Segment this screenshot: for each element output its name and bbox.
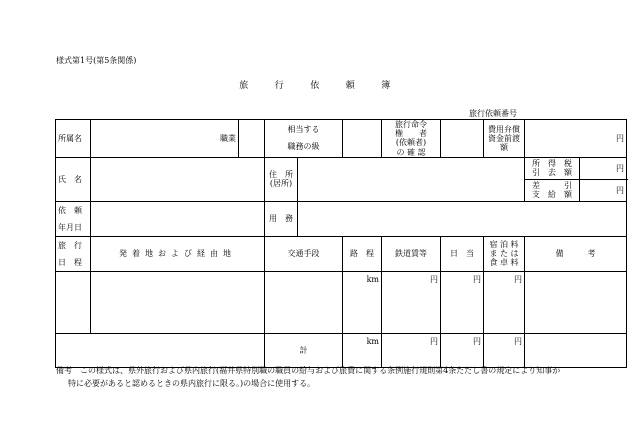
confirmation-field[interactable] <box>441 120 484 158</box>
total-rail-fare-field[interactable]: 円 <box>382 333 441 367</box>
footnote <box>56 364 576 390</box>
name-label: 氏 名 <box>56 157 91 201</box>
travel-schedule-label: 旅 行 日 程 <box>56 236 91 271</box>
document-title <box>0 82 630 91</box>
lodging-header: 宿 泊 料 ま た は 食 卓 料 <box>484 236 525 271</box>
net-payment-field[interactable]: 円 <box>580 179 627 201</box>
order-confirmation-label: 旅行命令 権 者 (依頼者) の 確 認 <box>382 120 441 158</box>
route-field[interactable] <box>91 271 265 333</box>
advance-amount-label: 費用弁償 資金前渡額 <box>484 120 525 158</box>
income-tax-label: 所 得 税 引 去 額 <box>525 157 580 179</box>
route-header: 発着地および経由地 <box>91 236 265 271</box>
request-date-field[interactable] <box>91 201 265 236</box>
title-char: 行 <box>274 81 285 91</box>
total-distance-field[interactable]: km <box>343 333 382 367</box>
remarks-field[interactable] <box>525 271 627 333</box>
duty-field[interactable] <box>298 201 627 236</box>
transport-field[interactable] <box>265 271 343 333</box>
total-remarks-field[interactable] <box>525 333 627 367</box>
affiliation-label: 所属名 <box>56 120 91 158</box>
rail-fare-field[interactable]: 円 <box>382 271 441 333</box>
name-field[interactable] <box>91 157 265 201</box>
grade-field[interactable] <box>343 120 382 158</box>
job-label: 職業 <box>91 120 239 158</box>
daily-allowance-field[interactable]: 円 <box>441 271 484 333</box>
duty-label: 用 務 <box>265 201 298 236</box>
title-char: 旅 <box>239 81 249 91</box>
rail-fare-header: 鉄道賃等 <box>382 236 441 271</box>
request-number-label: 旅行依頼番号 <box>469 109 517 118</box>
transport-header: 交通手段 <box>265 236 343 271</box>
equivalent-grade-label: 相当する 職務の級 <box>265 120 343 158</box>
title-char: 依 <box>310 81 320 91</box>
job-field[interactable] <box>239 120 265 158</box>
net-payment-label: 差 引 支 給 額 <box>525 179 580 201</box>
form-number: 様式第1号(第5条関係) <box>56 56 137 65</box>
total-label: 計 <box>265 333 343 367</box>
advance-amount-field[interactable]: 円 <box>525 120 627 158</box>
schedule-field[interactable] <box>56 271 91 333</box>
title-char: 簿 <box>381 81 391 91</box>
income-tax-field[interactable]: 円 <box>580 157 627 179</box>
total-daily-allowance-field[interactable]: 円 <box>441 333 484 367</box>
travel-request-table <box>55 119 627 368</box>
remarks-header: 備 考 <box>525 236 627 271</box>
total-lodging-field[interactable]: 円 <box>484 333 525 367</box>
address-field[interactable] <box>298 157 525 201</box>
distance-field[interactable]: km <box>343 271 382 333</box>
lodging-field[interactable]: 円 <box>484 271 525 333</box>
title-char: 頼 <box>345 81 356 91</box>
footnote-line-2: 特に必要があると認めるときの県内旅行に限る。)の場合に使用する。 <box>68 379 316 388</box>
request-date-label: 依 頼 年月日 <box>56 201 91 236</box>
address-label: 住 所 (居所) <box>265 157 298 201</box>
total-blank <box>56 333 265 367</box>
footnote-line-1: 備考 この様式は、県外旅行および県内旅行(福井県特別職の職員の給与および旅費に関する条例施行規則第4条ただし書の規定により知事が <box>56 366 561 375</box>
daily-allowance-header: 日 当 <box>441 236 484 271</box>
distance-header: 路 程 <box>343 236 382 271</box>
